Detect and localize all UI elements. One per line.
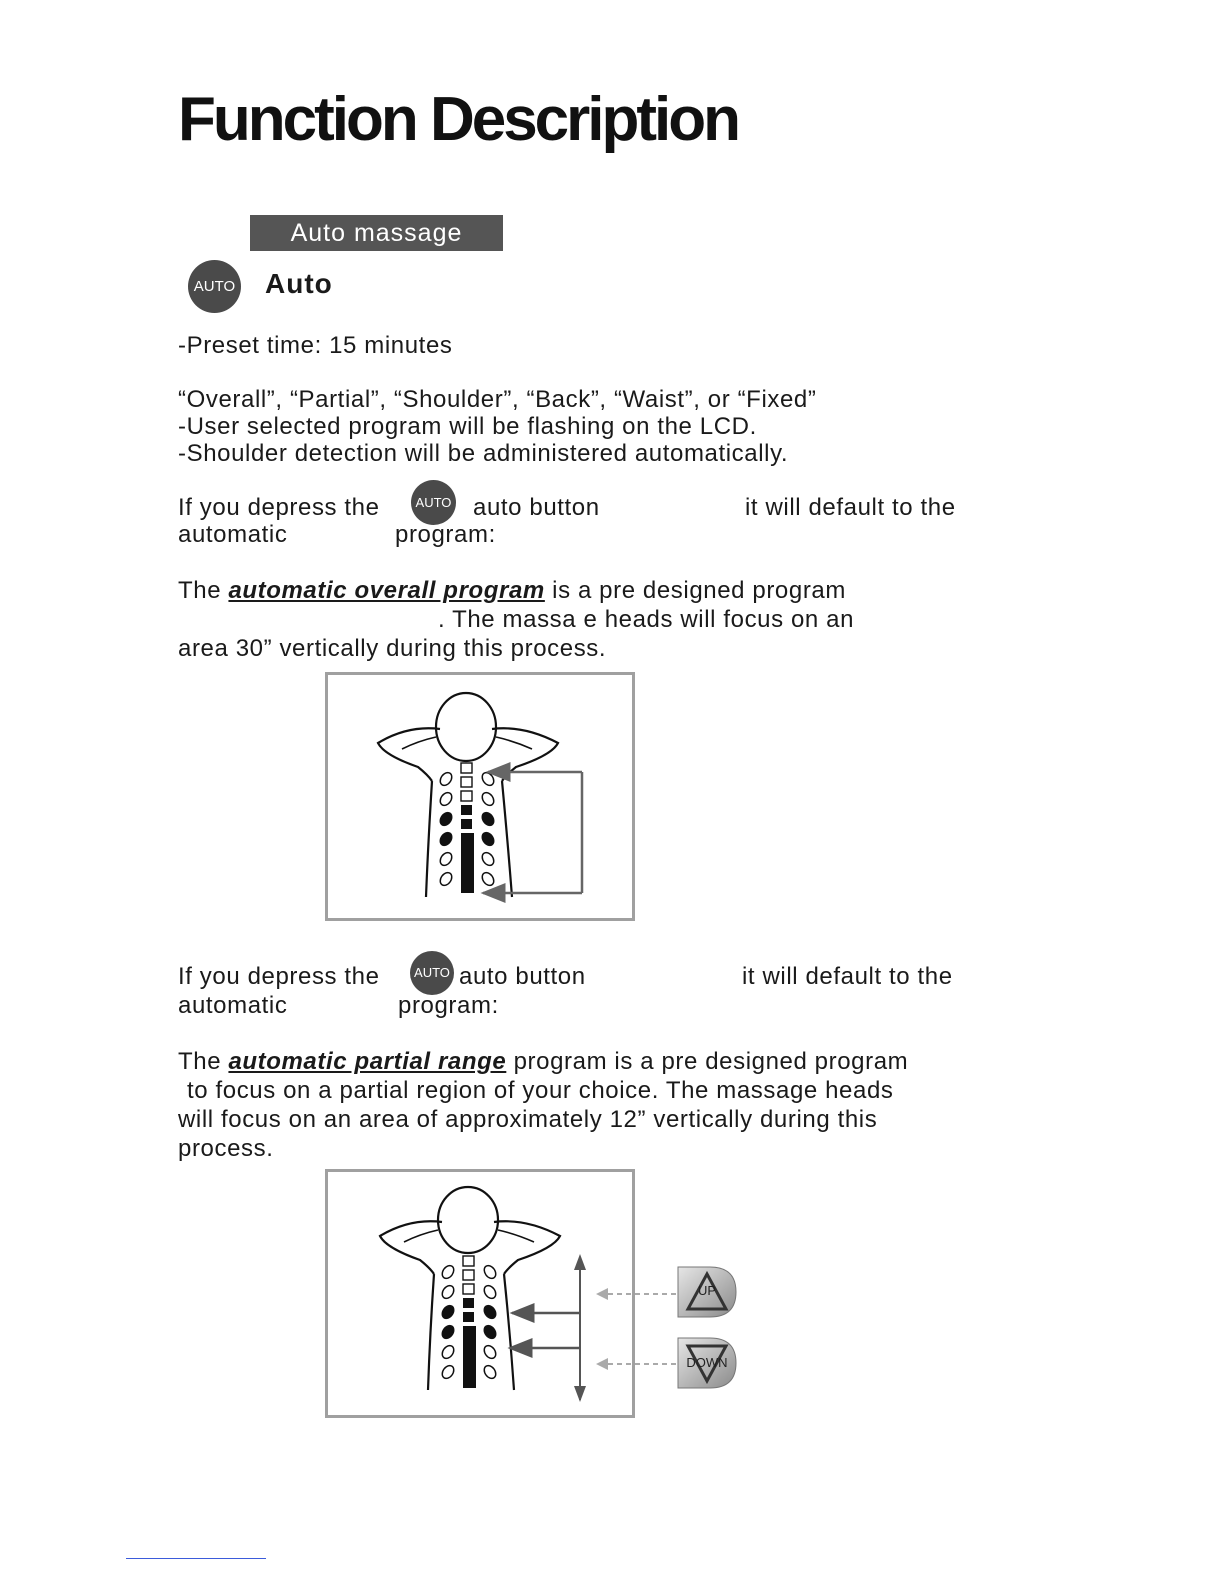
partial-range-figure bbox=[325, 1169, 635, 1418]
partial-automatic-word: automatic bbox=[178, 992, 288, 1019]
overall-depress-prefix: If you depress the bbox=[178, 494, 380, 521]
partial-desc-rest: program is a pre designed program bbox=[513, 1048, 909, 1075]
up-button[interactable] bbox=[676, 1265, 738, 1324]
auto-icon: AUTO bbox=[410, 951, 454, 995]
partial-depress-prefix: If you depress the bbox=[178, 963, 380, 990]
partial-description-line1 bbox=[178, 1048, 908, 1075]
partial-description-line3: will focus on an area of approximately 12” vertically during this bbox=[178, 1106, 878, 1133]
down-button[interactable] bbox=[676, 1336, 738, 1395]
overall-range-figure bbox=[325, 672, 635, 921]
lcd-flashing-text: -User selected program will be flashing on the LCD. bbox=[178, 413, 757, 440]
overall-description-line2: . The massa e heads will focus on an bbox=[438, 606, 855, 633]
overall-description-line3: area 30” vertically during this process. bbox=[178, 635, 607, 662]
partial-program-name: automatic partial range bbox=[228, 1048, 507, 1075]
auto-icon: AUTO bbox=[411, 480, 456, 525]
back-massage-diagram bbox=[328, 1172, 632, 1415]
overall-description-line1 bbox=[178, 577, 846, 604]
partial-depress-suffix: auto button bbox=[459, 963, 586, 990]
footer-divider bbox=[126, 1558, 266, 1559]
partial-desc-the: The bbox=[178, 1048, 222, 1075]
overall-default-text: it will default to the bbox=[745, 494, 956, 521]
overall-program-word: program: bbox=[395, 521, 496, 548]
programs-list-text: “Overall”, “Partial”, “Shoulder”, “Back”, “Waist”, or “Fixed” bbox=[178, 386, 817, 413]
section-bar-auto-massage: Auto massage bbox=[250, 215, 503, 251]
back-massage-diagram bbox=[328, 675, 632, 918]
control-pointer-arrows bbox=[592, 1280, 678, 1380]
partial-default-text: it will default to the bbox=[742, 963, 953, 990]
overall-depress-suffix: auto button bbox=[473, 494, 600, 521]
partial-description-line4: process. bbox=[178, 1135, 274, 1162]
overall-automatic-word: automatic bbox=[178, 521, 288, 548]
overall-desc-rest: is a pre designed program bbox=[552, 577, 846, 604]
shoulder-detection-text: -Shoulder detection will be administered automatically. bbox=[178, 440, 789, 467]
page-title: Function Description bbox=[178, 85, 738, 154]
down-label: DOWN bbox=[686, 1355, 728, 1370]
up-label: UP bbox=[697, 1283, 717, 1298]
partial-description-line2: to focus on a partial region of your choice. The massage heads bbox=[187, 1077, 894, 1104]
overall-program-name: automatic overall program bbox=[228, 577, 545, 604]
partial-program-word: program: bbox=[398, 992, 499, 1019]
auto-heading: Auto bbox=[265, 268, 333, 299]
auto-icon: AUTO bbox=[188, 260, 241, 313]
overall-desc-the: The bbox=[178, 577, 222, 604]
preset-time-text: -Preset time: 15 minutes bbox=[178, 332, 453, 359]
